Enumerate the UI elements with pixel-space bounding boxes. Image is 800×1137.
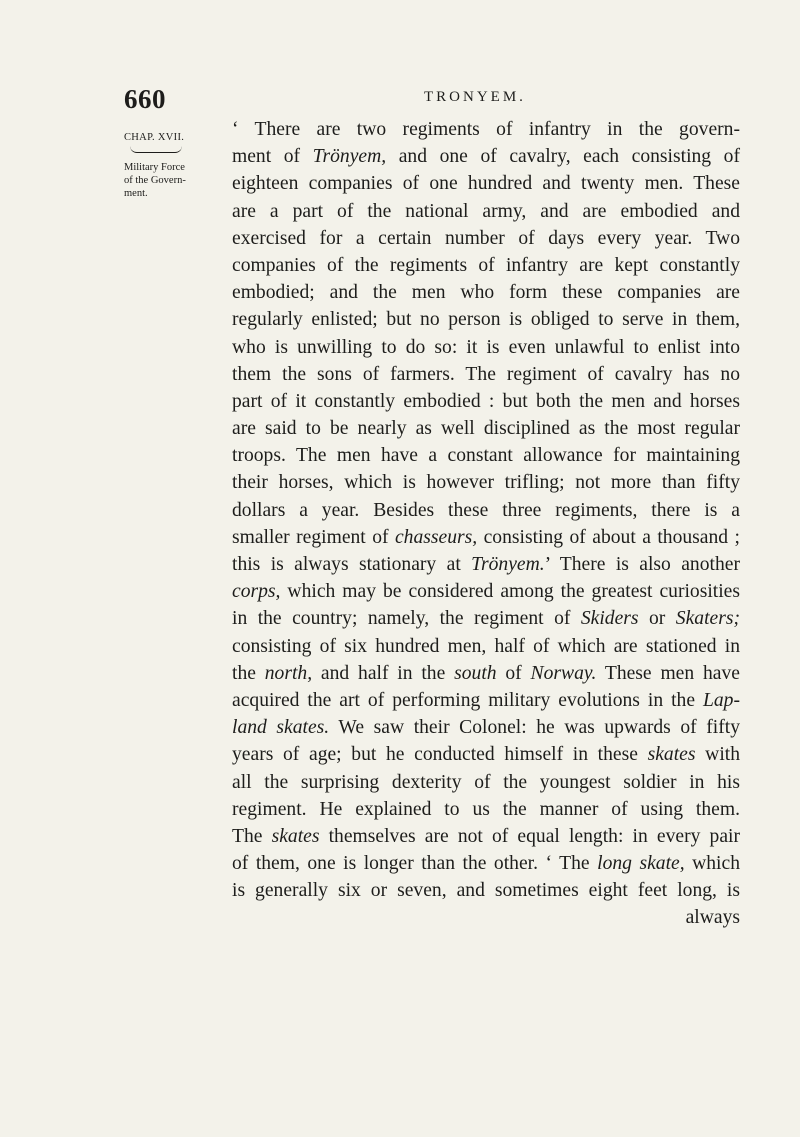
text-line xyxy=(232,823,740,850)
text-line xyxy=(232,388,740,415)
italic-phrase: long skate, xyxy=(597,853,685,875)
text-run: exercised for a certain number of days every year. Two xyxy=(232,227,740,249)
text-line xyxy=(232,442,740,469)
text-run: We saw their Colonel: he was upwards of fifty xyxy=(329,717,740,739)
text-run: is generally six or seven, and sometimes eight feet long, is xyxy=(232,880,740,902)
text-line xyxy=(232,334,740,361)
italic-phrase: Lap- xyxy=(702,689,740,711)
text-run: are a part of the national army, and are embodied and xyxy=(232,200,740,222)
text-run: years of age; but he conducted himself in these xyxy=(232,744,648,766)
italic-phrase: Norway. xyxy=(530,662,597,684)
text-run: smaller regiment of xyxy=(232,526,395,548)
running-head: TRONYEM. xyxy=(424,89,526,105)
italic-phrase: Trönyem, xyxy=(312,146,387,168)
text-run: ment of xyxy=(232,146,313,168)
text-run: companies of the regiments of infantry are kept constantly xyxy=(232,254,740,276)
text-line xyxy=(232,415,740,442)
chapter-label: CHAP. XVII. xyxy=(124,132,185,143)
text-run: The xyxy=(232,825,272,847)
italic-phrase: chasseurs, xyxy=(394,526,478,548)
text-run: dollars a year. Besides these three regiments, there is a xyxy=(232,499,740,521)
italic-phrase: corps, xyxy=(232,581,281,603)
text-line xyxy=(232,143,740,170)
text-line xyxy=(232,660,740,687)
text-line xyxy=(232,361,740,388)
text-line xyxy=(232,225,740,252)
italic-phrase: Skaters; xyxy=(675,608,740,630)
text-line xyxy=(232,741,740,768)
text-run: which may be considered among the greatest curiosities xyxy=(280,581,740,603)
italic-phrase: skates xyxy=(647,744,696,766)
text-run: themselves are not of equal length: in every pair xyxy=(319,825,740,847)
text-run: or xyxy=(638,608,676,630)
catchword: always xyxy=(685,907,740,929)
text-line xyxy=(232,252,740,279)
text-run: These men have xyxy=(596,662,740,684)
text-line xyxy=(232,279,740,306)
text-run: in the country; namely, the regiment of xyxy=(232,608,581,630)
page-number: 660 xyxy=(124,84,166,114)
italic-phrase: north, xyxy=(264,662,313,684)
text-line xyxy=(232,469,740,496)
text-run: troops. The men have a constant allowance for maintaining xyxy=(232,445,740,467)
text-run: regiment. He explained to us the manner of using them. xyxy=(232,798,740,820)
text-line xyxy=(232,306,740,333)
text-line xyxy=(232,714,740,741)
body-text xyxy=(232,116,740,932)
margin-note xyxy=(124,131,208,200)
text-run: embodied; and the men who form these companies are xyxy=(232,282,740,304)
text-run: with xyxy=(695,744,741,766)
text-run: regularly enlisted; but no person is obliged to serve in them, xyxy=(232,309,740,331)
sidenote-line: ment. xyxy=(124,188,148,199)
italic-phrase: south xyxy=(454,662,497,684)
text-run: this is always stationary at xyxy=(232,554,472,575)
text-line xyxy=(232,633,740,660)
text-run: acquired the art of performing military evolutions in the xyxy=(232,689,703,711)
text-line xyxy=(232,116,740,143)
text-line xyxy=(232,170,740,197)
italic-phrase: Skiders xyxy=(580,608,639,630)
sidenote-line: of the Govern- xyxy=(124,175,186,186)
italic-phrase: skates xyxy=(271,825,320,847)
text-run: consisting of six hundred men, half of which are stationed in xyxy=(232,635,740,657)
text-run: their horses, which is however trifling; not more than fifty xyxy=(232,472,740,494)
text-line xyxy=(232,497,740,524)
text-run: and one of cavalry, each consisting of xyxy=(386,146,740,168)
text-line xyxy=(232,877,740,904)
text-line xyxy=(232,687,740,714)
text-line xyxy=(232,578,740,605)
text-run: consisting of about a thousand ; xyxy=(477,526,740,548)
text-run: are said to be nearly as well disciplined as the most regular xyxy=(232,418,740,440)
text-line xyxy=(232,524,740,551)
text-line xyxy=(232,198,740,225)
text-run: who is unwilling to do so: it is even unlawful to enlist into xyxy=(232,336,740,358)
text-run: which xyxy=(684,853,740,875)
text-run: the xyxy=(232,662,265,684)
text-line xyxy=(232,796,740,823)
text-line xyxy=(232,850,740,877)
italic-phrase: land skates. xyxy=(232,717,330,739)
text-line xyxy=(232,769,740,796)
text-run: and half in the xyxy=(312,662,455,684)
brace-mark xyxy=(130,146,182,153)
text-line xyxy=(232,605,740,632)
text-run: all the surprising dexterity of the youngest soldier in his xyxy=(232,771,740,793)
text-run: part of it constantly embodied : but both the men and horses xyxy=(232,390,740,412)
text-run: ’ There is also another xyxy=(544,554,740,575)
text-run: of xyxy=(496,662,531,684)
text-run: ‘ There are two regiments of infantry in the govern- xyxy=(232,119,740,140)
text-run: them the sons of farmers. The regiment of cavalry has no xyxy=(232,363,740,385)
sidenote-line: Military Force xyxy=(124,162,185,173)
text-run: of them, one is longer than the other. ‘ The xyxy=(232,853,598,875)
text-run: eighteen companies of one hundred and twenty men. These xyxy=(232,173,740,195)
text-line xyxy=(232,551,740,578)
italic-phrase: Trönyem. xyxy=(471,554,545,575)
